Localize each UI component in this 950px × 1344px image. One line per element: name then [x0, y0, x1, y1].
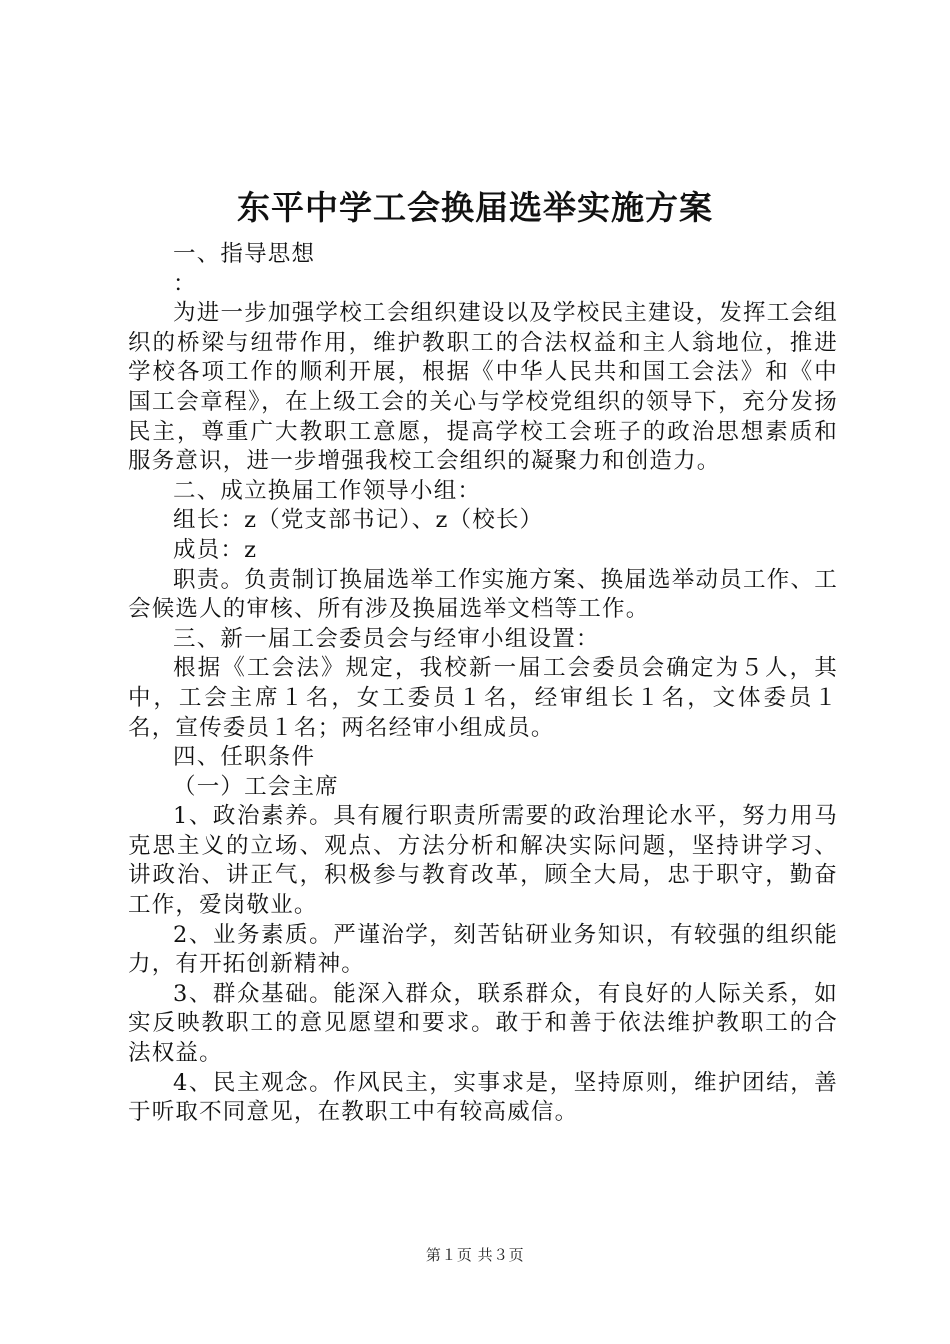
document-title: 东平中学工会换届选举实施方案 — [237, 188, 713, 227]
document-body — [128, 210, 838, 1128]
paragraph-duties: 职责。负责制订换届选举工作实施方案、换届选举动员工作、工会候选人的审核、所有涉及换届选举文档等工作。 — [128, 566, 838, 623]
paragraph-group-members: 成员：z — [173, 536, 258, 563]
paragraph-mass-base: 3、群众基础。能深入群众，联系群众，有良好的人际关系，如实反映教职工的意见愿望和要求。敢于和善于依法维护教职工的合法权益。 — [128, 980, 838, 1067]
section-heading-leadership-group: 二、成立换届工作领导小组： — [173, 477, 482, 504]
paragraph-colon: ： — [173, 270, 197, 297]
paragraph-group-leader: 组长：z（党支部书记）、z（校长） — [173, 507, 544, 534]
page-footer: 第１页 共３页 — [425, 1246, 525, 1264]
section-heading-guiding-thought: 一、指导思想 — [173, 241, 316, 267]
subsection-heading-union-chair: （一）工会主席 — [173, 773, 339, 800]
paragraph-committee-composition: 根据《工会法》规定，我校新一届工会委员会确定为５人，其中，工会主席１名，女工委员１名，经审组长１名，文体委员１名，宣传委员１名；两名经审小组成员。 — [128, 655, 838, 741]
paragraph-democratic-concept: 4、民主观念。作风民主，实事求是，坚持原则，维护团结，善于听取不同意见，在教职工中有较高威信。 — [128, 1069, 838, 1126]
section-heading-committee-setup: 三、新一届工会委员会与经审小组设置： — [173, 625, 600, 652]
paragraph-purpose: 为进一步加强学校工会组织建设以及学校民主建设，发挥工会组织的桥梁与纽带作用，维护教职工的合法权益和主人翁地位，推进学校各项工作的顺利开展，根据《中华人民共和国工会法》和《中国工会章程》，在上级工会的关心与学校党组织的领导下，充分发扬民主，尊重广大教职工意愿，提高学校工会班子的政治思想素质和服务意识，进一步增强我校工会组织的凝聚力和创造力。 — [128, 300, 838, 475]
paragraph-professional-quality: 2、业务素质。严谨治学，刻苦钻研业务知识，有较强的组织能力，有开拓创新精神。 — [128, 921, 838, 978]
section-heading-qualifications: 四、任职条件 — [173, 744, 316, 771]
paragraph-political-quality: 1、政治素养。具有履行职责所需要的政治理论水平，努力用马克思主义的立场、观点、方法分析和解决实际问题，坚持讲学习、讲政治、讲正气，积极参与教育改革，顾全大局，忠于职守，勤奋工作，爱岗敬业。 — [128, 803, 838, 919]
